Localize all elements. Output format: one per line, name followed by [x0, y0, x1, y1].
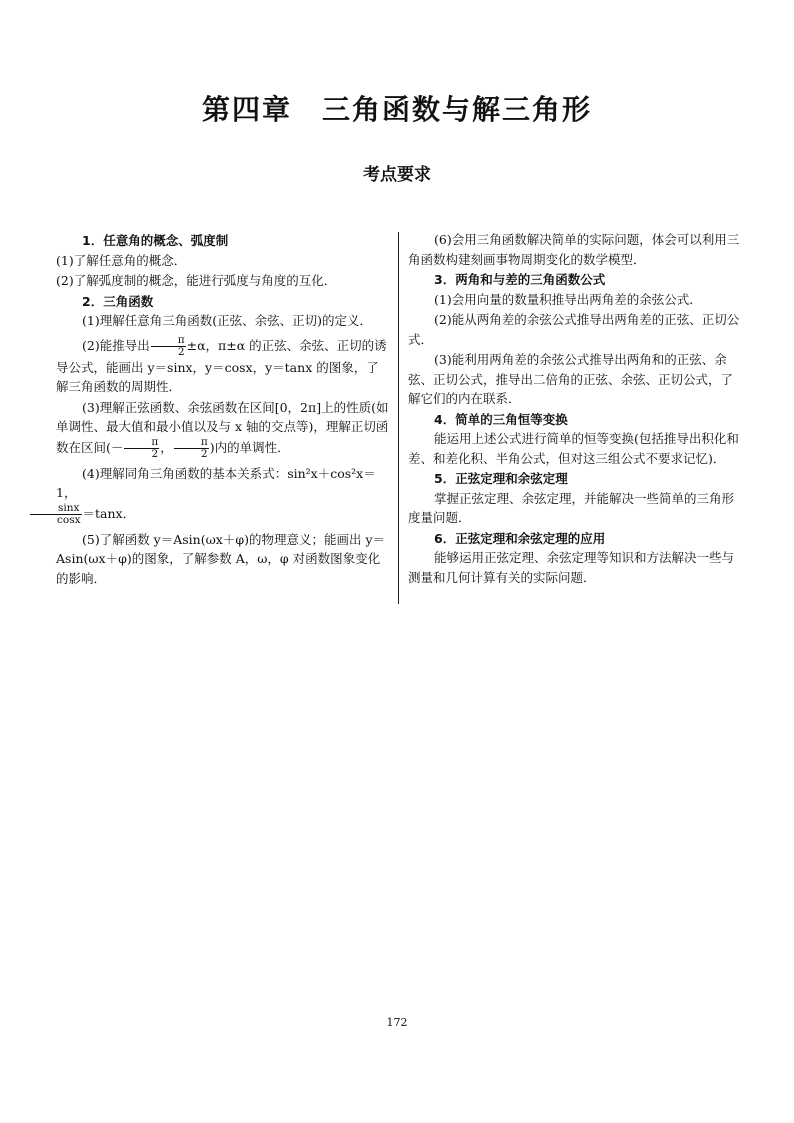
item-2-4-rest: ＝tanx． — [82, 505, 136, 521]
fraction-denominator: 2 — [151, 447, 159, 460]
fraction-denominator: cosx — [57, 513, 81, 526]
column-divider — [398, 232, 399, 604]
item-2-3-start: (3)理解正弦函数、余弦函数在区间[0，2π]上的性质(如单调性、最大值和最小值以及与 x 轴的交点等)，理解正切函数在区间(－ — [56, 399, 389, 455]
item-2-4 — [56, 464, 390, 526]
item-2-3-rest: )内的单调性． — [209, 439, 290, 455]
pi-over-2-fraction — [174, 437, 209, 460]
heading-angle-concept: 1．任意角的概念、弧度制 — [82, 233, 229, 248]
pi-over-2-fraction — [151, 335, 186, 358]
page-number: 172 — [386, 1016, 408, 1029]
item-1-1: (1)了解任意角的概念． — [56, 252, 187, 268]
left-column — [56, 230, 390, 589]
item-6-text: 能够运用正弦定理、余弦定理等知识和方法解决一些与测量和几何计算有关的实际问题． — [408, 550, 735, 585]
item-2-2 — [56, 335, 390, 397]
heading-trig-functions: 2．三角函数 — [82, 293, 154, 309]
fraction-numerator: π — [124, 437, 159, 449]
fraction-numerator: sinx — [30, 503, 82, 515]
item-3-1: (1)会用向量的数量积推导出两角差的余弦公式． — [434, 291, 702, 307]
item-2-2-start: (2)能推导出 — [82, 337, 150, 353]
neg-pi-over-2-fraction — [124, 437, 159, 460]
item-2-1: (1)理解任意角三角函数(正弦、余弦、正切)的定义． — [82, 313, 372, 328]
heading-law-applications: 6．正弦定理和余弦定理的应用 — [434, 530, 606, 546]
heading-sum-difference-formulas: 3．两角和与差的三角函数公式 — [434, 272, 606, 287]
item-1-2: (2)了解弧度制的概念，能进行弧度与角度的互化． — [56, 273, 337, 288]
item-2-2-rest: ±α，π±α 的正弦、余弦、正切的诱导公式，能画出 y＝sinx，y＝cosx，y＝tanx 的图象，了解三角函数的周期性． — [56, 337, 387, 394]
item-4-text: 能运用上述公式进行简单的恒等变换(包括推导出积化和差、和差化积、半角公式，但对这三组公式不要求记忆)． — [408, 431, 739, 466]
heading-sine-cosine-law: 5．正弦定理和余弦定理 — [434, 471, 568, 486]
fraction-numerator: π — [174, 437, 209, 449]
item-2-4-start: (4)理解同角三角函数的基本关系式：sin²x＋cos²x＝1， — [56, 465, 376, 500]
fraction-denominator: 2 — [177, 345, 185, 358]
section-subtitle: 考点要求 — [363, 165, 431, 185]
item-3-3: (3)能利用两角差的余弦公式推导出两角和的正弦、余弦、正切公式，推导出二倍角的正弦、余弦、正切公式，了解它们的内在联系． — [408, 352, 734, 406]
item-3-2: (2)能从两角差的余弦公式推导出两角差的正弦、正切公式． — [408, 312, 740, 347]
fraction-denominator: 2 — [200, 447, 208, 460]
sin-over-cos-fraction — [30, 503, 82, 526]
right-column — [408, 230, 742, 588]
item-2-5: (5)了解函数 y＝Asin(ωx＋φ)的物理意义；能画出 y＝Asin(ωx＋φ)的图象，了解参数 A，ω，φ 对函数图象变化的影响． — [56, 531, 386, 586]
chapter-title: 第四章 三角函数与解三角形 — [201, 93, 592, 126]
item-2-3 — [56, 398, 390, 460]
item-2-6: (6)会用三角函数解决简单的实际问题，体会可以利用三角函数构建刻画事物周期变化的数学模型． — [408, 232, 740, 267]
item-5-text: 掌握正弦定理、余弦定理，并能解决一些简单的三角形度量问题． — [408, 490, 735, 525]
fraction-comma: ， — [160, 439, 173, 455]
heading-identity-transform: 4．简单的三角恒等变换 — [434, 411, 568, 427]
fraction-numerator: π — [151, 335, 186, 347]
